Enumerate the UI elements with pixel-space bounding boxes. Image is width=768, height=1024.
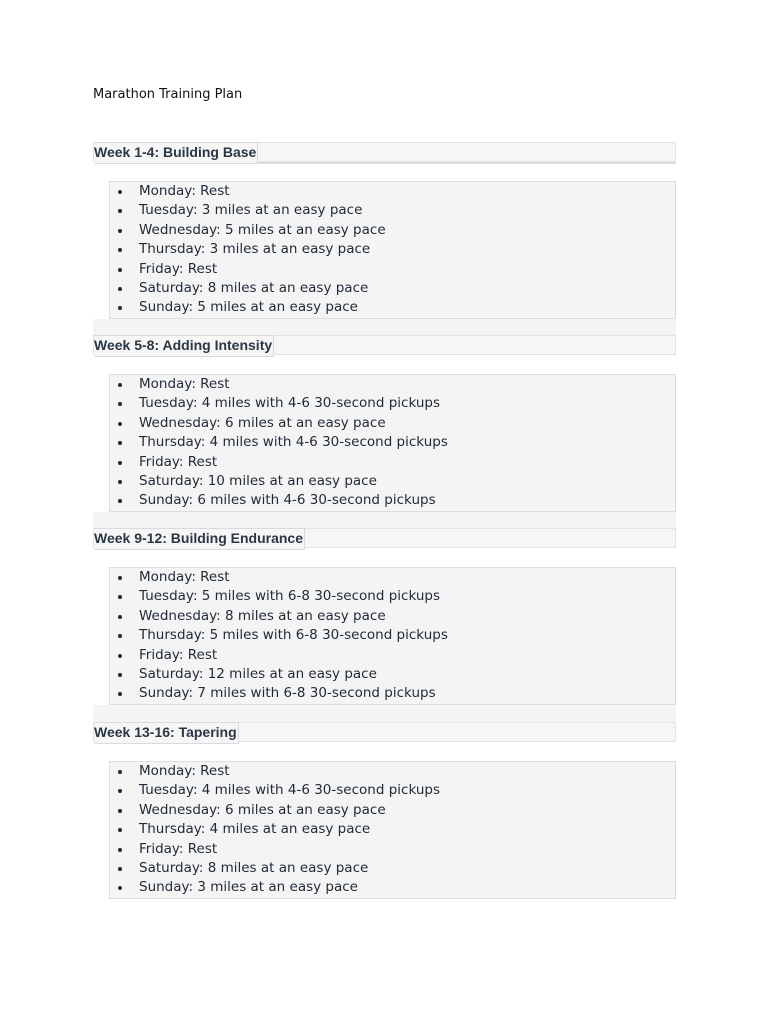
list-item: Sunday: 7 miles with 6-8 30-second pickups <box>110 684 675 703</box>
bullet-icon <box>118 209 122 213</box>
list-item: Sunday: 5 miles at an easy pace <box>110 298 675 317</box>
workout-list-week-9-12 <box>93 567 676 724</box>
bullet-icon <box>118 789 122 793</box>
bullet-icon <box>118 402 122 406</box>
bullet-icon <box>118 248 122 252</box>
section-week-13-16 <box>93 722 676 742</box>
list-item: Saturday: 10 miles at an easy pace <box>110 472 675 491</box>
section-week-5-8 <box>93 335 676 355</box>
list-item: Tuesday: 5 miles with 6-8 30-second pickups <box>110 587 675 606</box>
list-item: Wednesday: 8 miles at an easy pace <box>110 607 675 626</box>
list-item: Friday: Rest <box>110 840 675 859</box>
list-item: Friday: Rest <box>110 260 675 279</box>
section-heading: Week 9-12: Building Endurance <box>94 528 305 550</box>
bullet-icon <box>118 615 122 619</box>
list-item: Saturday: 12 miles at an easy pace <box>110 665 675 684</box>
list-item: Sunday: 3 miles at an easy pace <box>110 878 675 897</box>
bullet-icon <box>118 848 122 852</box>
section-week-1-4 <box>93 142 676 164</box>
section-heading: Week 13-16: Tapering <box>94 722 239 744</box>
bullet-icon <box>118 867 122 871</box>
list-item: Monday: Rest <box>110 182 675 201</box>
bullet-icon <box>118 828 122 832</box>
section-spacer <box>93 705 676 724</box>
bullet-icon <box>118 692 122 696</box>
list-item: Tuesday: 3 miles at an easy pace <box>110 201 675 220</box>
workout-list-week-5-8 <box>93 374 676 531</box>
list-item: Saturday: 8 miles at an easy pace <box>110 859 675 878</box>
section-heading-band <box>93 335 676 355</box>
list-item: Friday: Rest <box>110 646 675 665</box>
list-item: Monday: Rest <box>110 375 675 394</box>
list-item: Wednesday: 6 miles at an easy pace <box>110 801 675 820</box>
bullet-icon <box>118 441 122 445</box>
workout-list-week-13-16 <box>93 761 676 899</box>
bullet-icon <box>118 654 122 658</box>
bullet-icon <box>118 634 122 638</box>
section-heading-band <box>93 722 676 742</box>
section-week-9-12 <box>93 528 676 548</box>
document-title: Marathon Training Plan <box>93 87 243 102</box>
section-heading: Week 5-8: Adding Intensity <box>94 335 274 357</box>
bullet-icon <box>118 461 122 465</box>
list-item: Tuesday: 4 miles with 4-6 30-second pickups <box>110 781 675 800</box>
bullet-icon <box>118 770 122 774</box>
list-item: Thursday: 5 miles with 6-8 30-second pickups <box>110 626 675 645</box>
bullet-icon <box>118 673 122 677</box>
bullet-icon <box>118 886 122 890</box>
list-item: Sunday: 6 miles with 4-6 30-second pickups <box>110 491 675 510</box>
list-item: Thursday: 4 miles at an easy pace <box>110 820 675 839</box>
section-heading-band <box>93 142 676 162</box>
section-heading: Week 1-4: Building Base <box>94 142 258 164</box>
list-item: Monday: Rest <box>110 762 675 781</box>
bullet-icon <box>118 306 122 310</box>
list-item: Monday: Rest <box>110 568 675 587</box>
bullet-icon <box>118 287 122 291</box>
list-item: Wednesday: 6 miles at an easy pace <box>110 414 675 433</box>
list-item: Tuesday: 4 miles with 4-6 30-second pickups <box>110 394 675 413</box>
list-item: Wednesday: 5 miles at an easy pace <box>110 221 675 240</box>
list-item: Thursday: 3 miles at an easy pace <box>110 240 675 259</box>
bullet-icon <box>118 229 122 233</box>
bullet-icon <box>118 499 122 503</box>
bullet-icon <box>118 480 122 484</box>
list-item: Friday: Rest <box>110 453 675 472</box>
bullet-icon <box>118 383 122 387</box>
section-heading-band <box>93 528 676 548</box>
list-item: Thursday: 4 miles with 4-6 30-second pickups <box>110 433 675 452</box>
bullet-icon <box>118 809 122 813</box>
workout-list-week-1-4 <box>93 181 676 338</box>
bullet-icon <box>118 576 122 580</box>
bullet-icon <box>118 595 122 599</box>
bullet-icon <box>118 268 122 272</box>
bullet-icon <box>118 422 122 426</box>
list-item: Saturday: 8 miles at an easy pace <box>110 279 675 298</box>
bullet-icon <box>118 190 122 194</box>
